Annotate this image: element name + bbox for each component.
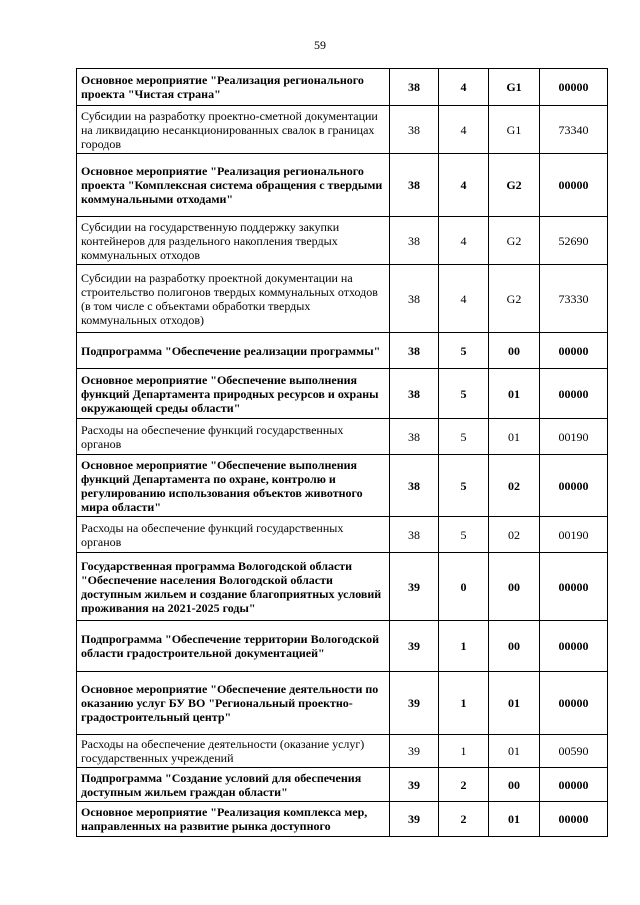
direction-code-cell: 00000: [540, 369, 608, 419]
direction-code-cell: 00000: [540, 802, 608, 837]
row-name-cell: Подпрограмма "Обеспечение реализации программы": [77, 333, 390, 369]
direction-code-cell: 00190: [540, 419, 608, 455]
direction-code-cell: 00590: [540, 735, 608, 768]
program-code-cell: 38: [390, 217, 439, 265]
program-code-cell: 38: [390, 419, 439, 455]
row-name-cell: Субсидии на разработку проектной документации на строительство полигонов твердых коммунальных отходов (в том числе с объектами обработки твердых коммунальных отходов): [77, 265, 390, 333]
direction-code-cell: 00000: [540, 154, 608, 217]
direction-code-cell: 52690: [540, 217, 608, 265]
row-name-cell: Подпрограмма "Обеспечение территории Вологодской области градостроительной документацией": [77, 621, 390, 672]
main-measure-code-cell: G1: [489, 106, 540, 154]
row-name-cell: Основное мероприятие "Реализация регионального проекта "Чистая страна": [77, 69, 390, 106]
table-row: [77, 672, 608, 735]
program-code-cell: 38: [390, 333, 439, 369]
subprogram-code-cell: 1: [439, 672, 489, 735]
table-row: [77, 69, 608, 106]
table-row: [77, 154, 608, 217]
table-row: [77, 217, 608, 265]
subprogram-code-cell: 4: [439, 106, 489, 154]
row-name-cell: Субсидии на государственную поддержку закупки контейнеров для раздельного накопления твердых коммунальных отходов: [77, 217, 390, 265]
program-code-cell: 39: [390, 802, 439, 837]
row-name-cell: Расходы на обеспечение функций государственных органов: [77, 419, 390, 455]
direction-code-cell: 00000: [540, 69, 608, 106]
program-code-cell: 39: [390, 768, 439, 802]
main-measure-code-cell: G2: [489, 265, 540, 333]
subprogram-code-cell: 2: [439, 768, 489, 802]
main-measure-code-cell: 01: [489, 369, 540, 419]
subprogram-code-cell: 5: [439, 369, 489, 419]
row-name-cell: Основное мероприятие "Реализация регионального проекта "Комплексная система обращения с твердыми коммунальными отходами": [77, 154, 390, 217]
subprogram-code-cell: 5: [439, 455, 489, 517]
subprogram-code-cell: 5: [439, 419, 489, 455]
main-measure-code-cell: 01: [489, 419, 540, 455]
subprogram-code-cell: 4: [439, 217, 489, 265]
row-name-cell: Расходы на обеспечение функций государственных органов: [77, 517, 390, 553]
program-code-cell: 38: [390, 69, 439, 106]
direction-code-cell: 73330: [540, 265, 608, 333]
table-row: [77, 768, 608, 802]
main-measure-code-cell: 02: [489, 455, 540, 517]
table-row: [77, 802, 608, 837]
direction-code-cell: 00000: [540, 333, 608, 369]
subprogram-code-cell: 4: [439, 265, 489, 333]
subprogram-code-cell: 0: [439, 553, 489, 621]
direction-code-cell: 00190: [540, 517, 608, 553]
direction-code-cell: 00000: [540, 621, 608, 672]
main-measure-code-cell: 01: [489, 672, 540, 735]
program-code-cell: 39: [390, 621, 439, 672]
main-measure-code-cell: 00: [489, 621, 540, 672]
subprogram-code-cell: 4: [439, 154, 489, 217]
table-row: [77, 265, 608, 333]
row-name-cell: Подпрограмма "Создание условий для обеспечения доступным жильем граждан области": [77, 768, 390, 802]
table-row: [77, 621, 608, 672]
row-name-cell: Основное мероприятие "Обеспечение выполнения функций Департамента природных ресурсов и охраны окружающей среды области": [77, 369, 390, 419]
row-name-cell: Основное мероприятие "Обеспечение деятельности по оказанию услуг БУ ВО "Региональный проектно-градостроительный центр": [77, 672, 390, 735]
table-row: [77, 369, 608, 419]
row-name-cell: Государственная программа Вологодской области "Обеспечение населения Вологодской области доступным жильем и создание благоприятных условий проживания на 2021-2025 годы": [77, 553, 390, 621]
budget-classification-table: [76, 68, 608, 837]
direction-code-cell: 00000: [540, 553, 608, 621]
subprogram-code-cell: 1: [439, 735, 489, 768]
main-measure-code-cell: 00: [489, 333, 540, 369]
table-row: [77, 419, 608, 455]
program-code-cell: 38: [390, 106, 439, 154]
direction-code-cell: 00000: [540, 768, 608, 802]
main-measure-code-cell: 01: [489, 735, 540, 768]
program-code-cell: 38: [390, 369, 439, 419]
table-row: [77, 517, 608, 553]
program-code-cell: 38: [390, 265, 439, 333]
main-measure-code-cell: 00: [489, 553, 540, 621]
direction-code-cell: 73340: [540, 106, 608, 154]
main-measure-code-cell: G2: [489, 154, 540, 217]
subprogram-code-cell: 4: [439, 69, 489, 106]
subprogram-code-cell: 5: [439, 333, 489, 369]
program-code-cell: 39: [390, 735, 439, 768]
direction-code-cell: 00000: [540, 455, 608, 517]
program-code-cell: 38: [390, 517, 439, 553]
program-code-cell: 38: [390, 154, 439, 217]
main-measure-code-cell: G1: [489, 69, 540, 106]
table-row: [77, 333, 608, 369]
table-row: [77, 735, 608, 768]
subprogram-code-cell: 2: [439, 802, 489, 837]
main-measure-code-cell: G2: [489, 217, 540, 265]
row-name-cell: Основное мероприятие "Обеспечение выполнения функций Департамента по охране, контролю и регулированию использования объектов животного мира области": [77, 455, 390, 517]
subprogram-code-cell: 5: [439, 517, 489, 553]
direction-code-cell: 00000: [540, 672, 608, 735]
subprogram-code-cell: 1: [439, 621, 489, 672]
program-code-cell: 39: [390, 553, 439, 621]
program-code-cell: 39: [390, 672, 439, 735]
row-name-cell: Субсидии на разработку проектно-сметной документации на ликвидацию несанкционированных свалок в границах городов: [77, 106, 390, 154]
main-measure-code-cell: 01: [489, 802, 540, 837]
program-code-cell: 38: [390, 455, 439, 517]
page-number: 59: [314, 38, 326, 52]
table-row: [77, 553, 608, 621]
main-measure-code-cell: 02: [489, 517, 540, 553]
table-row: [77, 455, 608, 517]
table-row: [77, 106, 608, 154]
main-measure-code-cell: 00: [489, 768, 540, 802]
row-name-cell: Расходы на обеспечение деятельности (оказание услуг) государственных учреждений: [77, 735, 390, 768]
row-name-cell: Основное мероприятие "Реализация комплекса мер, направленных на развитие рынка доступного: [77, 802, 390, 837]
